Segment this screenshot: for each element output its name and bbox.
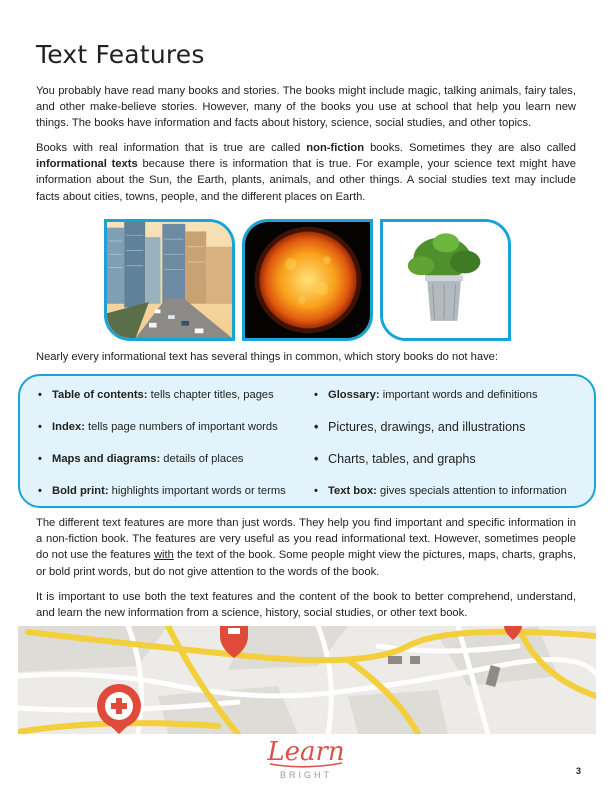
underlined-with: with [153, 549, 174, 562]
city-photo [104, 219, 235, 341]
sun-photo [242, 219, 373, 341]
feature-term: Bold print: [52, 485, 109, 497]
feature-pictures [314, 420, 525, 434]
term-non-fiction: non-fiction [306, 142, 365, 154]
bullet: • [38, 389, 42, 401]
logo-sub: BRIGHT [279, 770, 333, 780]
bullet: • [38, 453, 42, 465]
feature-term: Glossary: [328, 389, 380, 401]
feature-desc: Charts, tables, and graphs [328, 452, 476, 466]
feature-bold-print [38, 485, 286, 497]
term-informational-texts: informational texts [36, 158, 138, 171]
page-title: Text Features [36, 40, 205, 69]
conclusion-paragraph: It is important to use both the text features and the content of the book to better comprehend, understand, and learn the new information from a science, history, social studies, or other text book. [36, 591, 576, 620]
feature-term: Index: [52, 421, 85, 433]
bullet: • [38, 485, 42, 497]
logo-word: Learn [267, 737, 345, 767]
feature-table-of-contents [38, 389, 274, 401]
page-number: 3 [576, 766, 582, 776]
bullet: • [38, 421, 42, 433]
feature-maps-and-diagrams [38, 453, 244, 465]
nonfiction-paragraph [36, 140, 576, 205]
para2-text-2: books. Sometimes they are also called [364, 142, 576, 154]
feature-desc: Pictures, drawings, and illustrations [328, 420, 526, 434]
map-illustration [18, 626, 596, 734]
feature-term: Text box: [328, 485, 377, 497]
feature-desc: details of places [160, 453, 244, 465]
bullet: • [314, 452, 319, 466]
feature-desc: important words and definitions [379, 389, 538, 401]
list-intro: Nearly every informational text has several things in common, which story books do not have: [36, 351, 499, 363]
usage-paragraph [36, 515, 576, 580]
bullet: • [314, 420, 319, 434]
feature-desc: gives specials attention to information [376, 485, 567, 497]
bullet: • [314, 389, 318, 401]
features-box [18, 374, 596, 508]
para3-text-2: the text of the book. Some people might view the pictures, maps, charts, graphs, or bold print words, but do not give attention to the words of the book. [36, 549, 576, 578]
bullet: • [314, 485, 318, 497]
feature-glossary [314, 389, 538, 401]
feature-desc: tells chapter titles, pages [147, 389, 274, 401]
feature-index [38, 421, 278, 433]
feature-term: Maps and diagrams: [52, 453, 161, 465]
plant-photo [380, 219, 511, 341]
feature-term: Table of contents: [52, 389, 148, 401]
para3-text-1: The different text features are more than just words. They help you find important and specific information in a non-fiction book. The features are very useful as you read informational text. However, sometimes people do not use the features [36, 517, 576, 562]
feature-text-box [314, 485, 567, 497]
intro-paragraph: You probably have read many books and stories. The books might include magic, talking animals, fairy tales, and other make-believe stories. However, many of the books you use at school that help you learn new things. The books have information and facts about history, science, social studies, and other topics. [36, 85, 576, 130]
learn-bright-logo [256, 734, 356, 784]
feature-desc: tells page numbers of important words [84, 421, 278, 433]
feature-desc: highlights important words or terms [108, 485, 286, 497]
para2-text-3: because there is information that is true. For example, your science text might have information about the Sun, the Earth, plants, animals, and other things. A social studies text may include facts about cities, towns, people, and the different places on Earth. [36, 158, 576, 203]
feature-charts [314, 452, 476, 466]
para2-text-1: Books with real information that is true are called [36, 142, 307, 154]
